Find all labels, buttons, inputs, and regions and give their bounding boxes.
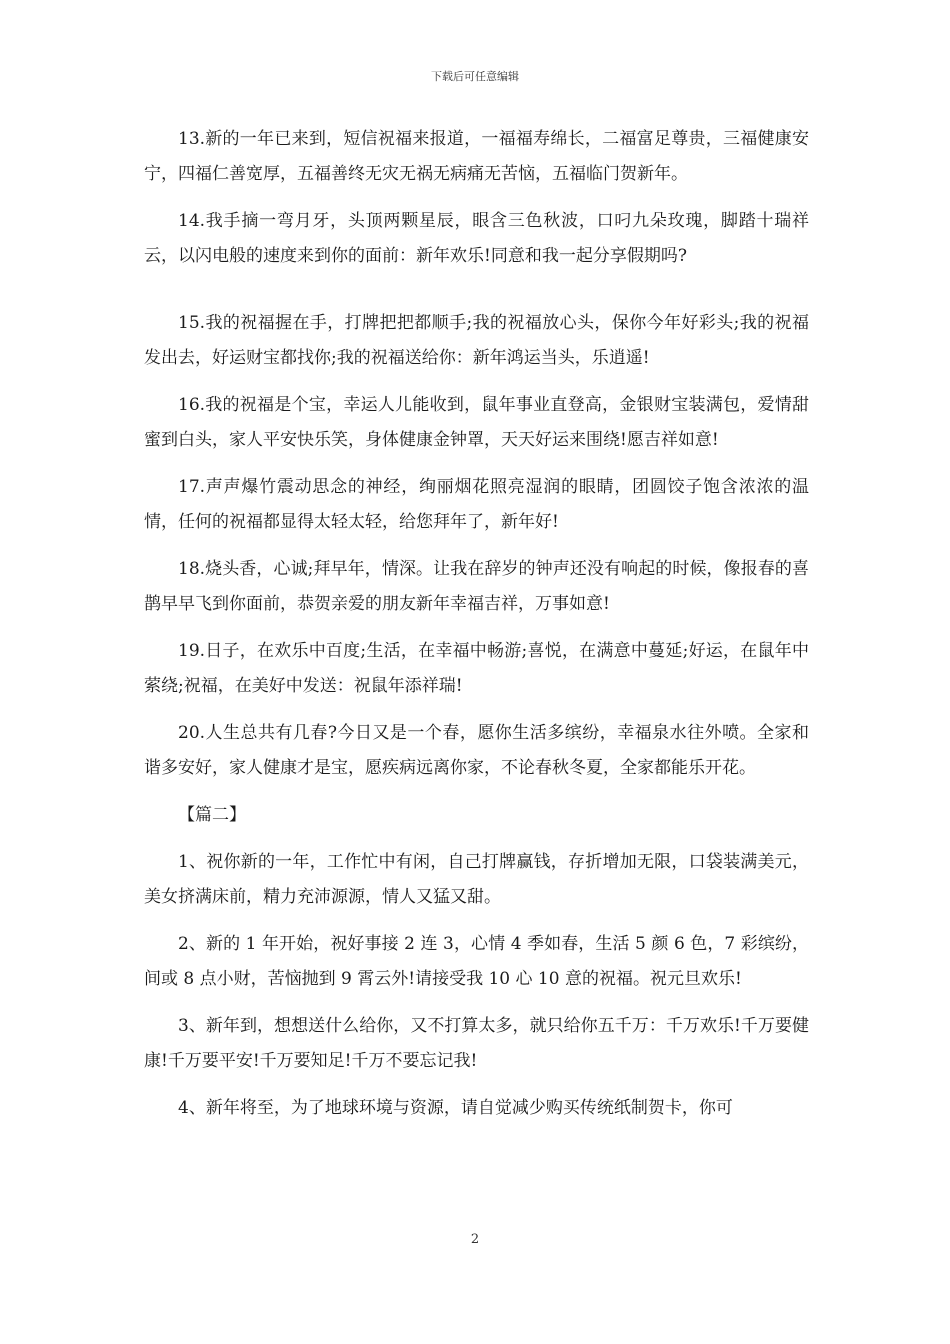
section-paragraph-1: 1、祝你新的一年，工作忙中有闲，自己打牌赢钱，存折增加无限，口袋装满美元，美女挤满床前，精力充沛源源，情人又猛又甜。 [144,852,809,907]
paragraph-gap [144,286,809,306]
paragraph-20: 20.人生总共有几春?今日又是一个春，愿你生活多缤纷，幸福泉水往外喷。全家和谐多安好，家人健康才是宝，愿疾病远离你家，不论春秋冬夏，全家都能乐开花。 [144,723,809,778]
section-paragraph-2: 2、新的 1 年开始，祝好事接 2 连 3，心情 4 季如春，生活 5 颜 6 色，7 彩缤纷，间或 8 点小财，苦恼抛到 9 霄云外!请接受我 10 心 10 意的祝福。祝元旦欢乐! [144,934,809,989]
document-body [144,122,809,1138]
page-header: 下载后可任意编辑 [431,70,519,83]
paragraph-17: 17.声声爆竹震动思念的神经，绚丽烟花照亮湿润的眼睛，团圆饺子饱含浓浓的温情，任何的祝福都显得太轻太轻，给您拜年了，新年好! [144,477,809,532]
paragraph-18: 18.烧头香，心诚;拜早年，情深。让我在辞岁的钟声还没有响起的时候，像报春的喜鹊早早飞到你面前，恭贺亲爱的朋友新年幸福吉祥，万事如意! [144,559,809,614]
paragraph-14: 14.我手摘一弯月牙，头顶两颗星辰，眼含三色秋波，口叼九朵玫瑰，脚踏十瑞祥云，以闪电般的速度来到你的面前：新年欢乐!同意和我一起分享假期吗? [144,211,809,266]
section-heading: 【篇二】 [178,805,246,825]
paragraph-15: 15.我的祝福握在手，打牌把把都顺手;我的祝福放心头，保你今年好彩头;我的祝福发出去，好运财宝都找你;我的祝福送给你：新年鸿运当头，乐逍遥! [144,313,809,368]
paragraph-16: 16.我的祝福是个宝，幸运人儿能收到，鼠年事业直登高，金银财宝装满包，爱情甜蜜到白头，家人平安快乐笑，身体健康金钟罩，天天好运来围绕!愿吉祥如意! [144,395,809,450]
paragraph-19: 19.日子，在欢乐中百度;生活，在幸福中畅游;喜悦，在满意中蔓延;好运，在鼠年中萦绕;祝福，在美好中发送：祝鼠年添祥瑞! [144,641,809,696]
section-paragraph-4: 4、新年将至，为了地球环境与资源，请自觉减少购买传统纸制贺卡，你可 [178,1098,733,1118]
section-paragraph-3: 3、新年到，想想送什么给你，又不打算太多，就只给你五千万：千万欢乐!千万要健康!千万要平安!千万要知足!千万不要忘记我! [144,1016,809,1071]
paragraph-13: 13.新的一年已来到，短信祝福来报道，一福福寿绵长，二福富足尊贵，三福健康安宁，四福仁善宽厚，五福善终无灾无祸无病痛无苦恼，五福临门贺新年。 [144,129,809,184]
page-number: 2 [470,1232,480,1247]
